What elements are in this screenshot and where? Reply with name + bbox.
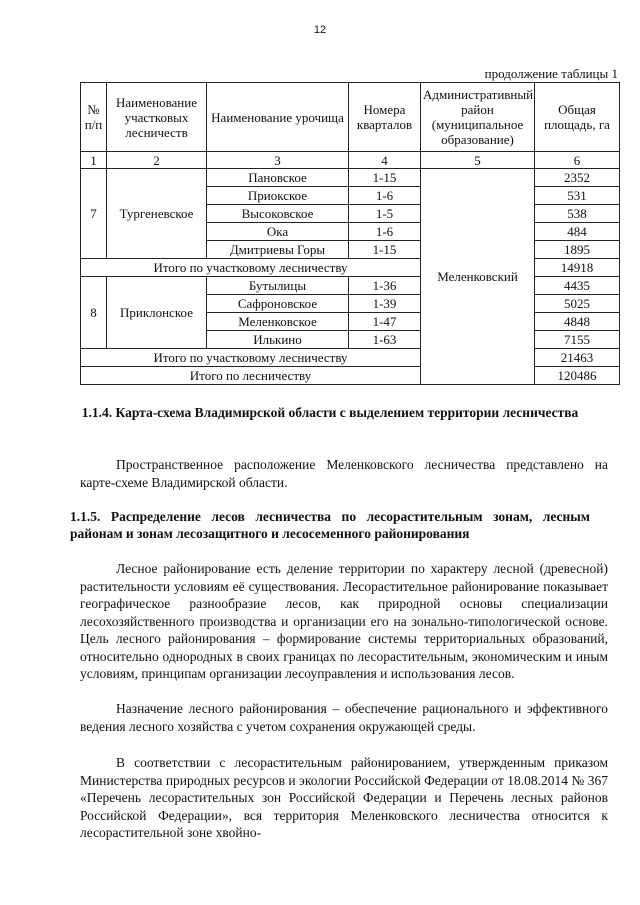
table-row (81, 169, 620, 187)
section-heading: 1.1.4. Карта-схема Владимирской области с выделением территории лесничества (81, 405, 579, 420)
group-number: 8 (81, 277, 107, 349)
column-number: 5 (421, 152, 535, 169)
quarter-range: 1-6 (349, 187, 421, 205)
page-number: 12 (313, 24, 327, 36)
column-number: 3 (207, 152, 349, 169)
area-value: 1895 (535, 241, 620, 259)
total-area: 120486 (535, 367, 620, 385)
group-name: Приклонское (107, 277, 207, 349)
quarter-range: 1-36 (349, 277, 421, 295)
subtotal-area: 14918 (535, 259, 620, 277)
header-cell: Общая площадь, га (535, 83, 620, 152)
paragraph: Назначение лесного районирования – обеспечение рационального и эффективного ведения лесного хозяйства с учетом сохранения окружающей среды. (80, 701, 608, 734)
area-value: 4435 (535, 277, 620, 295)
tract-name: Приокское (207, 187, 349, 205)
area-value: 531 (535, 187, 620, 205)
area-value: 7155 (535, 331, 620, 349)
column-number: 2 (107, 152, 207, 169)
column-number: 6 (535, 152, 620, 169)
area-value: 538 (535, 205, 620, 223)
header-cell: Наименование урочища (207, 83, 349, 152)
tract-name: Дмитриевы Горы (207, 241, 349, 259)
subtotal-row (81, 349, 620, 367)
tract-name: Пановское (207, 169, 349, 187)
paragraph: В соответствии с лесорастительным районированием, утвержденным приказом Министерства природных ресурсов и экологии Российской Федерации от 18.08.2014 № 367 «Перечень лесорастительных зон Российской Федерации и Перечень лесных районов Российской Федерации», вся территория Меленковского лесничества относится к лесорастительной зоне хвойно- (80, 755, 608, 840)
tract-name: Ока (207, 223, 349, 241)
quarter-range: 1-15 (349, 169, 421, 187)
section-heading: 1.1.5. Распределение лесов лесничества по лесорастительным зонам, лесным районам и зонам лесозащитного и лесосеменного районирования (70, 509, 590, 541)
table-row (81, 277, 620, 295)
header-cell: Административный район (муниципальное образование) (421, 83, 535, 152)
paragraph: Лесное районирование есть деление территории по характеру лесной (древесной) растительности условиям её существования. Лесорастительное районирование показывает географическое разнообразие лесов, как природной основы специализации лесохозяйственного производства и организации его на зонально-типологической основе. Цель лесного районирования – формирование системы территориальных образований, относительно однородных в своих границах по лесорастительным, экономическим и иным условиям, принципам организации лесоуправления и использования лесов. (80, 561, 608, 681)
forestry-table (80, 82, 620, 385)
area-value: 5025 (535, 295, 620, 313)
total-label: Итого по лесничеству (81, 367, 421, 385)
column-number-row (81, 152, 620, 169)
tract-name: Меленковское (207, 313, 349, 331)
tract-name: Илькино (207, 331, 349, 349)
header-cell: № п/п (81, 83, 107, 152)
subtotal-label: Итого по участковому лесничеству (81, 349, 421, 367)
subtotal-label: Итого по участковому лесничеству (81, 259, 421, 277)
group-number: 7 (81, 169, 107, 259)
area-value: 2352 (535, 169, 620, 187)
quarter-range: 1-6 (349, 223, 421, 241)
subtotal-area: 21463 (535, 349, 620, 367)
area-value: 484 (535, 223, 620, 241)
paragraph: Пространственное расположение Меленковского лесничества представлено на карте-схеме Владимирской области. (80, 457, 608, 490)
quarter-range: 1-5 (349, 205, 421, 223)
subtotal-row (81, 259, 620, 277)
tract-name: Бутылицы (207, 277, 349, 295)
quarter-range: 1-15 (349, 241, 421, 259)
group-name: Тургеневское (107, 169, 207, 259)
area-value: 4848 (535, 313, 620, 331)
header-cell: Наименование участковых лесничеств (107, 83, 207, 152)
quarter-range: 1-47 (349, 313, 421, 331)
tract-name: Сафроновское (207, 295, 349, 313)
total-row (81, 367, 620, 385)
district-name: Меленковский (421, 169, 535, 385)
quarter-range: 1-63 (349, 331, 421, 349)
tract-name: Высоковское (207, 205, 349, 223)
table-continuation-label: продолжение таблицы 1 (484, 66, 618, 81)
column-number: 4 (349, 152, 421, 169)
header-cell: Номера кварталов (349, 83, 421, 152)
column-number: 1 (81, 152, 107, 169)
table-header-row (81, 83, 620, 152)
quarter-range: 1-39 (349, 295, 421, 313)
